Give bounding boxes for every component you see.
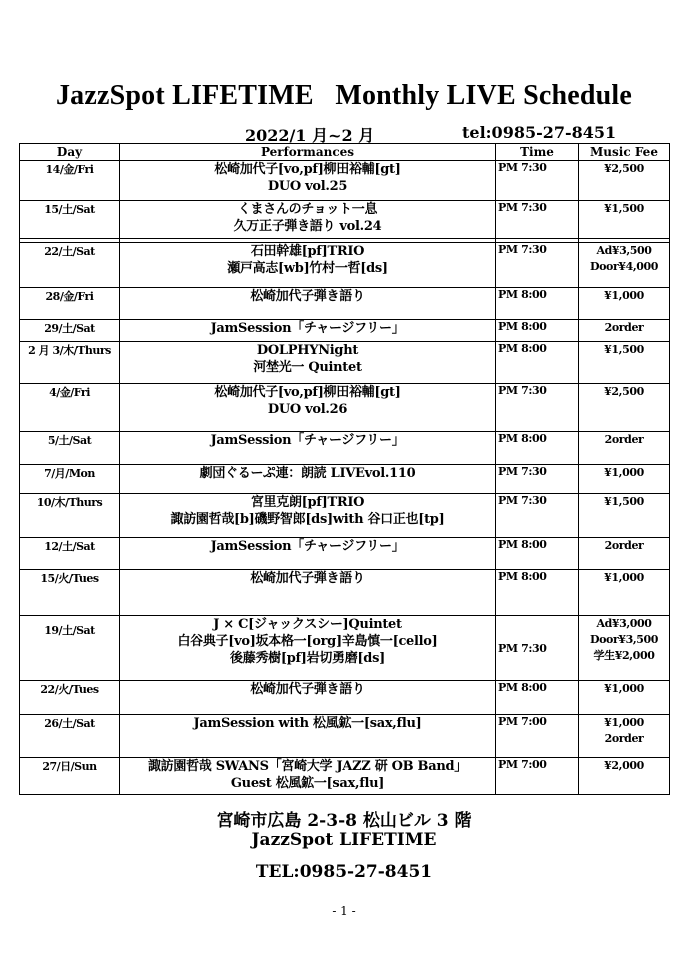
column-header-time: Time <box>496 144 579 161</box>
performance-cell <box>120 570 496 616</box>
performance-cell <box>120 243 496 288</box>
fee-line: ¥2,000 <box>604 759 644 772</box>
day-cell: 4/金/Fri <box>20 384 120 432</box>
table-row <box>20 538 670 570</box>
table-row <box>20 465 670 494</box>
fee-line: 学生¥2,000 <box>593 649 655 662</box>
schedule-period: 2022/1 月~2 月 <box>245 126 375 145</box>
performance-line: Guest 松風鉱一[sax,flu] <box>230 776 385 791</box>
day-cell: 12/土/Sat <box>20 538 120 570</box>
table-row <box>20 715 670 758</box>
performance-cell <box>120 432 496 465</box>
performance-line: 諏訪園哲哉 SWANS「宮崎大学 JAZZ 研 OB Band」 <box>147 759 468 774</box>
table-row <box>20 616 670 681</box>
music-fee-cell <box>579 432 670 465</box>
music-fee-cell <box>579 538 670 570</box>
performance-line: 松崎加代子弾き語り <box>250 289 365 304</box>
day-cell: 14/金/Fri <box>20 161 120 201</box>
fee-line: ¥1,500 <box>604 495 644 508</box>
fee-line: ¥1,500 <box>604 343 644 356</box>
day-cell: 27/日/Sun <box>20 758 120 795</box>
day-cell: 7/月/Mon <box>20 465 120 494</box>
performance-line: 諏訪園哲哉[b]磯野智郎[ds]with 谷口正也[tp] <box>170 512 445 527</box>
performance-cell <box>120 320 496 342</box>
day-cell: 15/土/Sat <box>20 201 120 239</box>
column-header-music-fee: Music Fee <box>579 144 670 161</box>
performance-cell <box>120 384 496 432</box>
music-fee-cell <box>579 616 670 681</box>
music-fee-cell <box>579 570 670 616</box>
performance-line: 河埜光一 Quintet <box>253 360 362 375</box>
table-row <box>20 201 670 239</box>
fee-line: Ad¥3,000 <box>596 617 652 630</box>
day-cell: 29/土/Sat <box>20 320 120 342</box>
fee-line: ¥2,500 <box>604 385 644 398</box>
table-row <box>20 161 670 201</box>
music-fee-cell <box>579 681 670 715</box>
fee-line: Door¥4,000 <box>589 260 659 273</box>
music-fee-cell <box>579 494 670 538</box>
day-cell: 15/火/Tues <box>20 570 120 616</box>
performance-cell <box>120 494 496 538</box>
fee-line: Ad¥3,500 <box>596 244 652 257</box>
music-fee-cell <box>579 320 670 342</box>
column-header-day: Day <box>20 144 120 161</box>
performance-line: 松崎加代子[vo,pf]柳田裕輔[gt] <box>214 385 401 400</box>
table-row <box>20 288 670 320</box>
music-fee-cell <box>579 161 670 201</box>
time-cell: PM 8:00 <box>496 570 579 616</box>
fee-line: 2order <box>604 539 644 552</box>
schedule-table <box>19 143 670 795</box>
performance-cell <box>120 616 496 681</box>
time-cell: PM 8:00 <box>496 342 579 384</box>
fee-line: ¥1,000 <box>604 571 644 584</box>
performance-line: J × C[ジャックスシー]Quintet <box>213 617 402 632</box>
table-row <box>20 432 670 465</box>
performance-cell <box>120 288 496 320</box>
page-title: JazzSpot LIFETIME Monthly LIVE Schedule <box>55 80 633 111</box>
performance-line: 松崎加代子弾き語り <box>250 571 365 586</box>
performance-line: JamSession「チャージフリー」 <box>210 539 405 554</box>
table-row <box>20 494 670 538</box>
day-cell: 19/土/Sat <box>20 616 120 681</box>
performance-cell <box>120 465 496 494</box>
fee-line: 2order <box>604 433 644 446</box>
performance-cell <box>120 342 496 384</box>
performance-line: 宮里克朗[pf]TRIO <box>250 495 365 510</box>
music-fee-cell <box>579 243 670 288</box>
table-row <box>20 243 670 288</box>
performance-line: DOLPHYNight <box>256 343 359 358</box>
day-cell: 22/土/Sat <box>20 243 120 288</box>
music-fee-cell <box>579 465 670 494</box>
venue-name: JazzSpot LIFETIME <box>251 830 437 850</box>
phone-number-header: tel:0985-27-8451 <box>462 123 617 142</box>
table-row <box>20 384 670 432</box>
performance-line: 松崎加代子[vo,pf]柳田裕輔[gt] <box>214 162 401 177</box>
fee-line: ¥1,000 <box>604 289 644 302</box>
time-cell: PM 8:00 <box>496 432 579 465</box>
music-fee-cell <box>579 715 670 758</box>
music-fee-cell <box>579 384 670 432</box>
day-cell: 2 月 3/木/Thurs <box>20 342 120 384</box>
performance-cell <box>120 681 496 715</box>
performance-line: 白谷典子[vo]坂本格一[org]辛島慎一[cello] <box>177 634 438 649</box>
time-cell: PM 7:30 <box>496 616 579 681</box>
performance-line: 瀬戸高志[wb]竹村一哲[ds] <box>227 261 388 276</box>
day-cell: 22/火/Tues <box>20 681 120 715</box>
music-fee-cell <box>579 758 670 795</box>
performance-cell <box>120 538 496 570</box>
music-fee-cell <box>579 342 670 384</box>
fee-line: Door¥3,500 <box>589 633 659 646</box>
music-fee-cell <box>579 288 670 320</box>
time-cell: PM 7:30 <box>496 384 579 432</box>
column-header-performances: Performances <box>120 144 496 161</box>
fee-line: ¥1,500 <box>604 202 644 215</box>
time-cell: PM 7:30 <box>496 465 579 494</box>
time-cell: PM 7:30 <box>496 243 579 288</box>
table-header-row <box>20 144 670 161</box>
time-cell: PM 8:00 <box>496 538 579 570</box>
performance-line: JamSession「チャージフリー」 <box>210 321 405 336</box>
table-row <box>20 570 670 616</box>
performance-line: JamSession「チャージフリー」 <box>210 433 405 448</box>
performance-line: 久万正子弾き語り vol.24 <box>233 219 382 234</box>
table-row <box>20 320 670 342</box>
performance-line: JamSession with 松風鉱一[sax,flu] <box>193 716 422 731</box>
performance-line: 松崎加代子弾き語り <box>250 682 365 697</box>
performance-cell <box>120 758 496 795</box>
performance-cell <box>120 201 496 239</box>
schedule-body <box>20 161 670 795</box>
table-row <box>20 342 670 384</box>
time-cell: PM 7:30 <box>496 161 579 201</box>
phone-number-footer: TEL:0985-27-8451 <box>255 862 433 882</box>
day-cell: 5/土/Sat <box>20 432 120 465</box>
day-cell: 28/金/Fri <box>20 288 120 320</box>
performance-cell <box>120 715 496 758</box>
table-row <box>20 758 670 795</box>
time-cell: PM 7:00 <box>496 758 579 795</box>
time-cell: PM 8:00 <box>496 320 579 342</box>
table-row <box>20 681 670 715</box>
time-cell: PM 7:30 <box>496 201 579 239</box>
time-cell: PM 7:00 <box>496 715 579 758</box>
day-cell: 10/木/Thurs <box>20 494 120 538</box>
fee-line: ¥1,000 <box>604 716 644 729</box>
venue-address: 宮崎市広島 2-3-8 松山ビル 3 階 <box>216 811 472 831</box>
fee-line: 2order <box>604 321 644 334</box>
performance-line: 後藤秀樹[pf]岩切勇磨[ds] <box>230 651 385 666</box>
performance-line: 劇団ぐるーぷ連：朗読 LIVEvol.110 <box>199 466 416 481</box>
performance-line: くまさんのチョット一息 <box>237 202 378 217</box>
fee-line: ¥1,000 <box>604 466 644 479</box>
time-cell: PM 8:00 <box>496 288 579 320</box>
music-fee-cell <box>579 201 670 239</box>
performance-line: DUO vol.25 <box>267 179 348 194</box>
time-cell: PM 7:30 <box>496 494 579 538</box>
fee-line: ¥2,500 <box>604 162 644 175</box>
day-cell: 26/土/Sat <box>20 715 120 758</box>
page-number: - 1 - <box>332 904 356 918</box>
performance-line: DUO vol.26 <box>267 402 348 417</box>
performance-line: 石田幹雄[pf]TRIO <box>250 244 365 259</box>
fee-line: ¥1,000 <box>604 682 644 695</box>
performance-cell <box>120 161 496 201</box>
time-cell: PM 8:00 <box>496 681 579 715</box>
fee-line: 2order <box>604 732 644 745</box>
